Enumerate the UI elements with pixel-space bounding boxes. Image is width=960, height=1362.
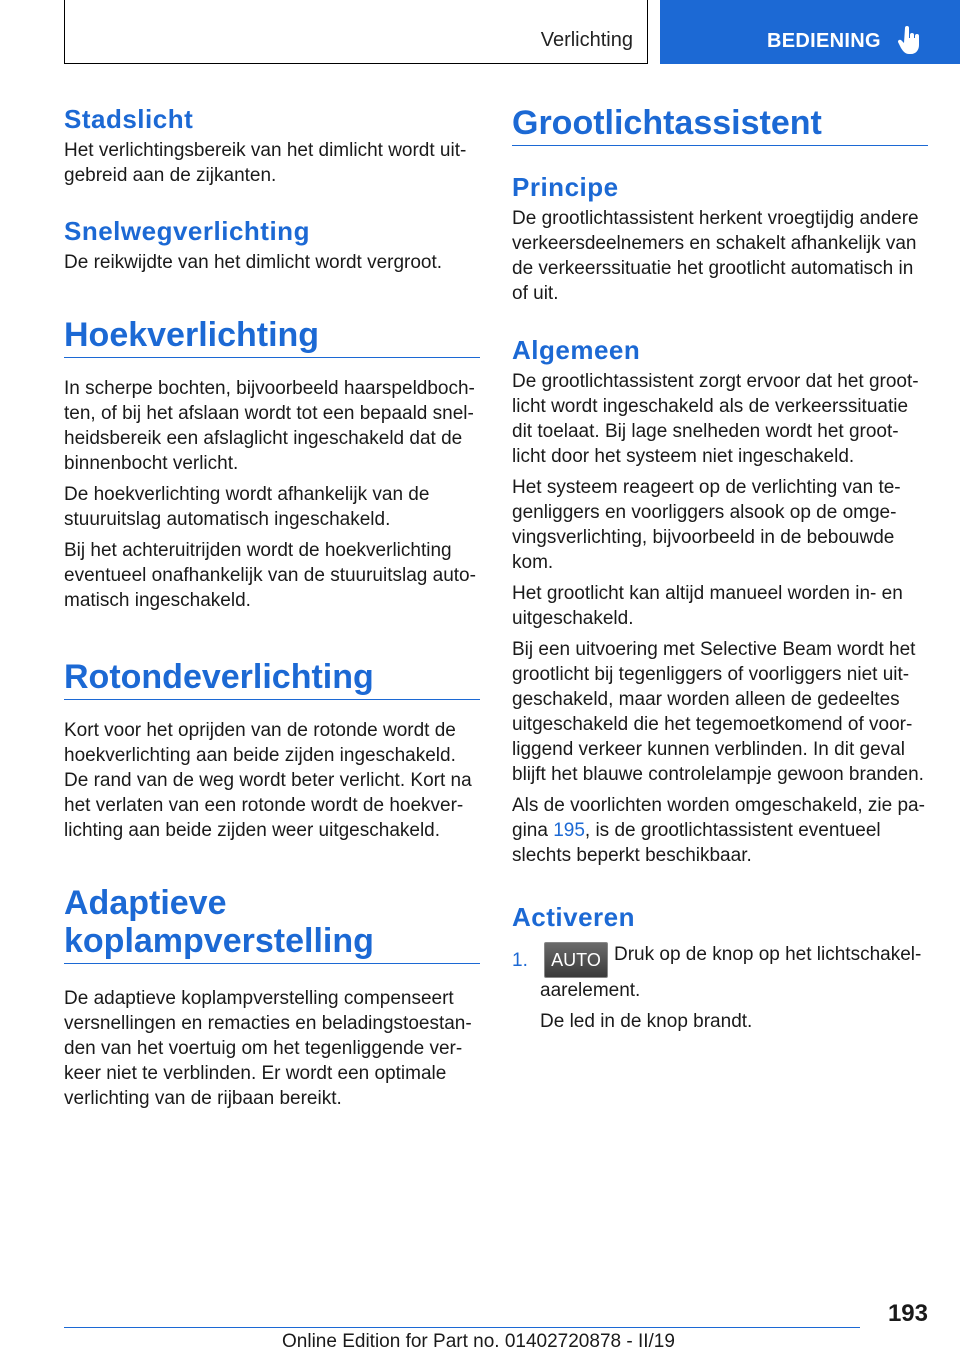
- step-text-line: [540, 942, 928, 1003]
- stadslicht-heading: Stadslicht: [64, 104, 194, 134]
- hoek-p2: De hoekverlichting wordt afhankelijk van de stuuruitslag automatisch ingeschakeld.: [64, 484, 430, 530]
- grootlicht-heading: Grootlichtassistent: [512, 104, 822, 142]
- step-note: De led in de knop brandt.: [540, 1011, 753, 1032]
- activeren-step: [512, 942, 928, 1034]
- rotonde-p1: Kort voor het oprijden van de rotonde wordt de hoekverlichting aan beide zijden ingeschakeld. De rand van de weg wordt beter verlicht. Kort na het verlaten van een rotonde wordt de hoekver-lichting aan beide zijden weer uitgeschakeld.: [64, 720, 472, 841]
- auto-button-icon: AUTO: [544, 942, 608, 978]
- page-number: 193: [887, 1300, 928, 1327]
- algemeen-p5: [512, 793, 928, 868]
- section-principe: [512, 172, 928, 306]
- algemeen-p2: Het systeem reageert op de verlichting van te-genliggers en voorliggers alsook op de omge-vingsverlichting, bijvoorbeeld in de bebouwde kom.: [512, 477, 901, 573]
- section-stadslicht: [64, 104, 480, 188]
- grootlicht-rule: [512, 145, 928, 146]
- header-chapter-label: BEDIENING: [767, 30, 881, 52]
- section-algemeen: [512, 335, 928, 868]
- page-link-195[interactable]: 195: [553, 820, 585, 841]
- hoek-rule: [64, 357, 480, 358]
- section-snelweg: [64, 216, 480, 275]
- snelweg-text: De reikwijdte van het dimlicht wordt vergroot.: [64, 252, 443, 273]
- algemeen-p5-after: , is de grootlichtassistent eventueel slechts beperkt beschikbaar.: [512, 820, 881, 866]
- snelweg-heading: Snelwegverlichting: [64, 216, 310, 246]
- section-adaptieve: [64, 884, 480, 1111]
- header-section-title: Verlichting: [540, 29, 633, 51]
- algemeen-heading: Algemeen: [512, 335, 641, 365]
- hand-pointer-icon: [898, 26, 922, 56]
- step-text: Druk op de knop op het lichtschakel-aarelement.: [540, 944, 922, 1001]
- hoek-p1: In scherpe bochten, bijvoorbeeld haarspeldboch-ten, of bij het afslaan wordt tot een bepaald snel-heidsbereik een afslaglicht ingeschakeld dat de binnenbocht verlicht.: [64, 378, 475, 474]
- edition-text: Online Edition for Part no. 01402720878 - II/19: [282, 1331, 675, 1352]
- algemeen-p4: Bij een uitvoering met Selective Beam wordt het grootlicht bij tegenliggers of voorliggers niet uit-geschakeld, maar worden alleen de gedeeltes uitgeschakeld die het tegemoetkomend of voor-liggend verkeer kunnen verblinden. In dit geval blijft het blauwe controlelampje gewoon branden.: [512, 639, 924, 785]
- hoek-p3: Bij het achteruitrijden wordt de hoekverlichting eventueel onafhankelijk van de stuuruitslag auto-matisch ingeschakeld.: [64, 540, 476, 611]
- activeren-heading: Activeren: [512, 902, 635, 932]
- algemeen-p1: De grootlichtassistent zorgt ervoor dat het groot-licht wordt ingeschakeld als de verkeerssituatie dit toelaat. Bij lage snelheden wordt het groot-licht door het systeem niet ingeschakeld.: [512, 371, 919, 467]
- rotonde-heading: Rotondeverlichting: [64, 658, 374, 696]
- rotonde-rule: [64, 699, 480, 700]
- footer-rule: [64, 1327, 860, 1328]
- stadslicht-text: Het verlichtingsbereik van het dimlicht wordt uit-gebreid aan de zijkanten.: [64, 140, 467, 186]
- adaptieve-p1: De adaptieve koplampverstelling compenseert versnellingen en remacties en beladingstoestan-den van het voertuig om het tegenliggende ver-keer niet te verblinden. Er wordt een optimale verlichting van de rijbaan bereikt.: [64, 988, 472, 1109]
- section-rotonde: [64, 658, 480, 843]
- section-hoekverlichting: [64, 316, 480, 613]
- adaptieve-rule: [64, 963, 480, 964]
- hoek-heading: Hoekverlichting: [64, 316, 320, 354]
- header-chapter-tab[interactable]: [660, 0, 960, 64]
- header-section-box: [64, 0, 648, 64]
- adaptieve-heading-line1: Adaptieve: [64, 884, 227, 922]
- section-grootlichtassistent: [512, 104, 928, 146]
- principe-text: De grootlichtassistent herkent vroegtijdig andere verkeersdeelnemers en schakelt afhankelijk van de verkeerssituatie het grootlicht automatisch in of uit.: [512, 208, 919, 304]
- principe-heading: Principe: [512, 172, 619, 202]
- algemeen-p5-before: Als de voorlichten worden omgeschakeld, zie pa-gina: [512, 795, 925, 841]
- step-number: 1.: [512, 950, 528, 971]
- algemeen-p3: Het grootlicht kan altijd manueel worden in- en uitgeschakeld.: [512, 583, 903, 629]
- adaptieve-heading-line2: koplampverstelling: [64, 922, 374, 960]
- section-activeren: [512, 902, 928, 1034]
